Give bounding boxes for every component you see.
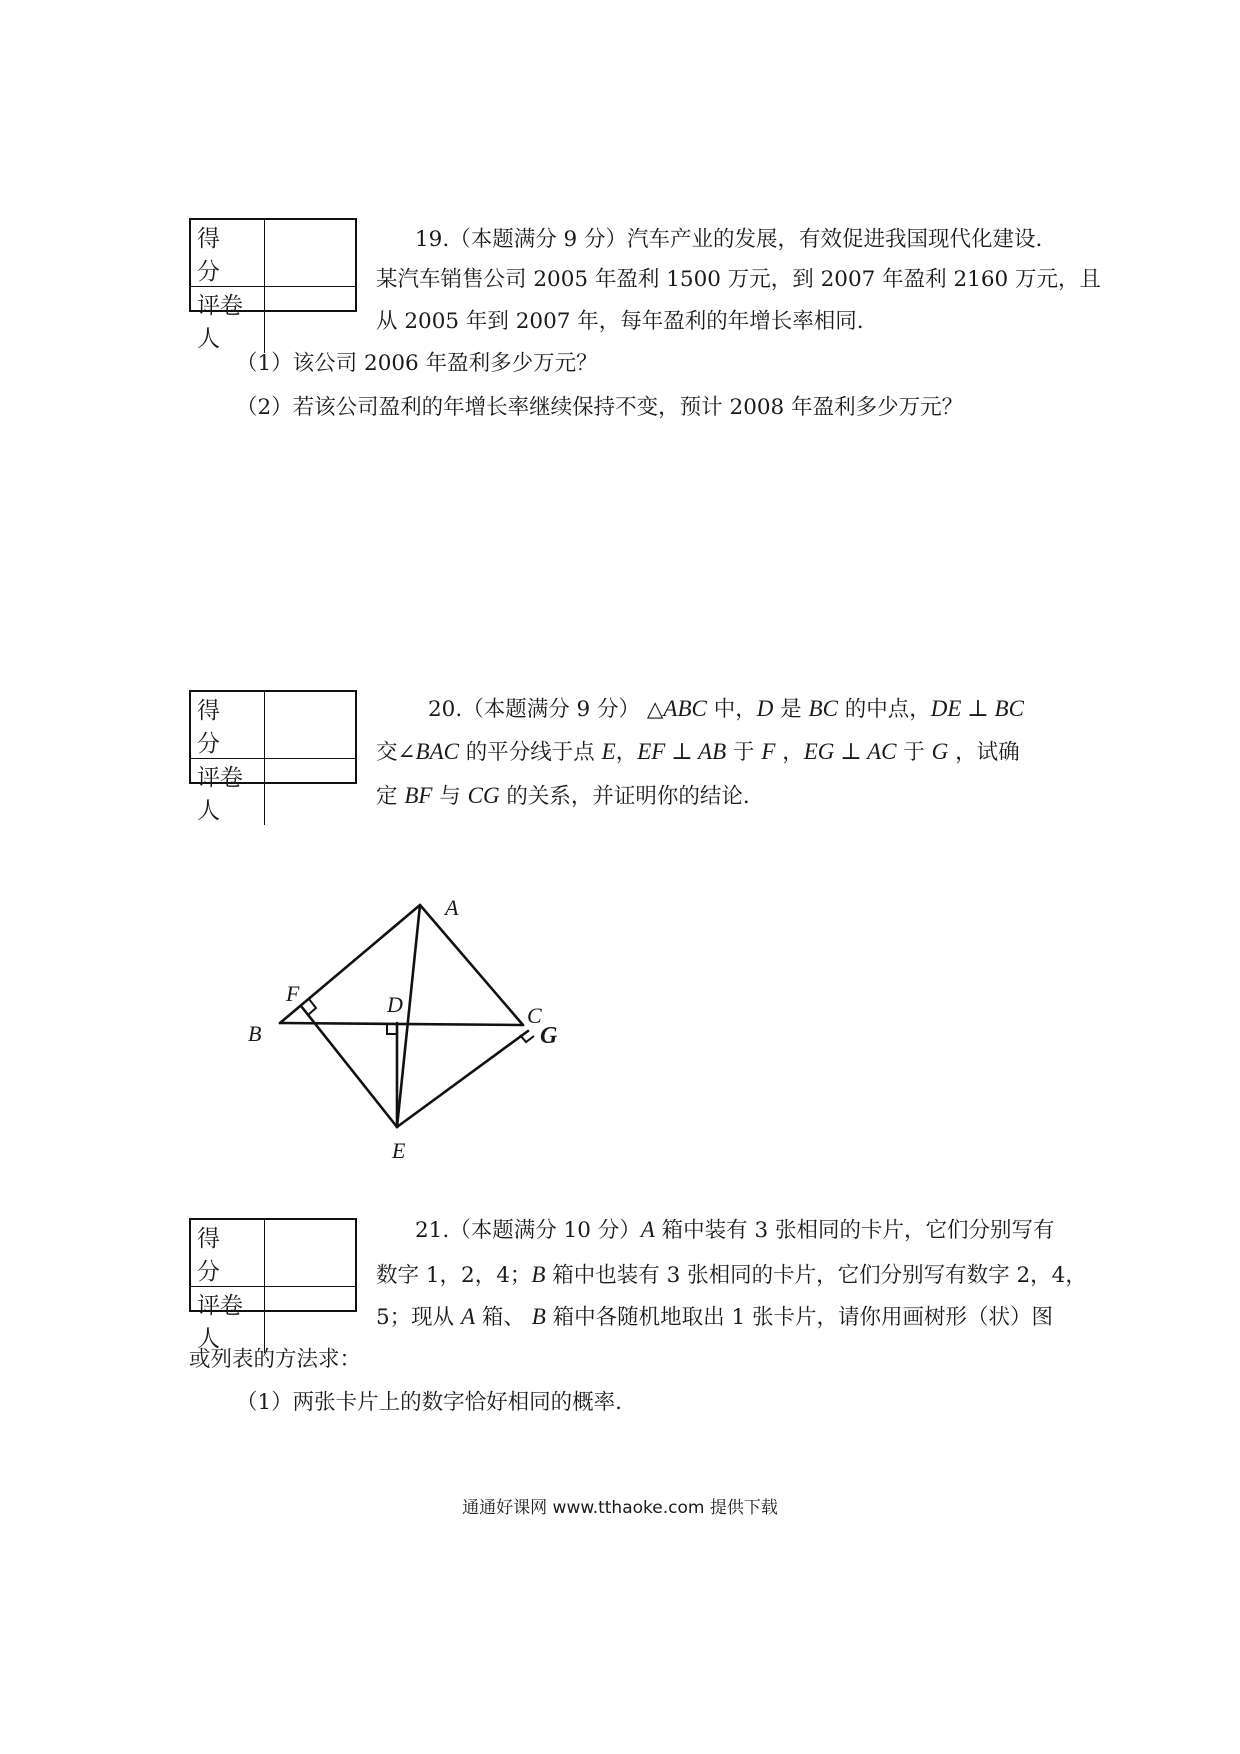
segment-ac [420,905,523,1025]
point-label-f: F [286,981,300,1006]
score-label: 得分 [191,1220,265,1287]
point-label-e: E [392,1138,406,1163]
q19-sub1: （1）该公司 2006 年盈利多少万元？ [236,351,598,376]
grader-input[interactable] [265,759,355,825]
q21-sub1: （1）两张卡片上的数字恰好相同的概率. [236,1390,623,1415]
q19-sub2: （2）若该公司盈利的年增长率继续保持不变，预计 2008 年盈利多少万元？ [236,395,964,420]
segment-eg [397,1031,528,1127]
geometry-figure [240,895,580,1175]
q21-line2: 数字 1，2，4；B 箱中也装有 3 张相同的卡片，它们分别写有数字 2，4， [376,1262,1087,1288]
score-box-q20 [189,690,357,824]
q20-line3: 定 BF 与 CG 的关系，并证明你的结论. [376,783,750,809]
point-label-d: D [387,992,403,1017]
q19-line2: 某汽车销售公司 2005 年盈利 1500 万元，到 2007 年盈利 2160 万元，且 [376,267,1102,292]
q19-line3: 从 2005 年到 2007 年，每年盈利的年增长率相同. [376,309,864,334]
score-input[interactable] [265,1220,355,1287]
q21-line3: 5；现从 A 箱、 B 箱中各随机地取出 1 张卡片，请你用画树形（状）图 [376,1304,1053,1330]
point-label-b: B [248,1021,262,1046]
q21-line4: 或列表的方法求： [189,1347,362,1372]
point-label-a: A [445,895,459,920]
right-angle-mark-g [520,1035,534,1042]
footer-credit: 通通好课网 www.tthaoke.com 提供下载 [462,1498,778,1518]
grader-label: 评卷人 [191,759,265,825]
score-input[interactable] [265,692,355,759]
grader-label: 评卷人 [191,1287,265,1353]
grader-input[interactable] [265,287,355,353]
score-box-q21 [189,1218,357,1352]
point-label-g: G [540,1023,558,1049]
grader-label: 评卷人 [191,287,265,353]
right-angle-mark-f [308,999,316,1015]
score-box-q19 [189,218,357,352]
q19-line1: 19.（本题满分 9 分）汽车产业的发展，有效促进我国现代化建设. [415,227,1043,252]
score-label: 得分 [191,220,265,287]
point-label-c: C [527,1003,542,1028]
score-input[interactable] [265,220,355,287]
score-label: 得分 [191,692,265,759]
q21-line1: 21.（本题满分 10 分）A 箱中装有 3 张相同的卡片，它们分别写有 [415,1217,1055,1243]
q20-line1: 20.（本题满分 9 分） △ABC 中，D 是 BC 的中点，DE ⊥ BC [428,696,1024,722]
q20-line2: 交∠BAC 的平分线于点 E，EF ⊥ AB 于 F ，EG ⊥ AC 于 G ，试确 [376,739,1020,765]
grader-input[interactable] [265,1287,355,1353]
geometry-diagram [240,895,580,1175]
right-angle-marks [308,999,534,1042]
